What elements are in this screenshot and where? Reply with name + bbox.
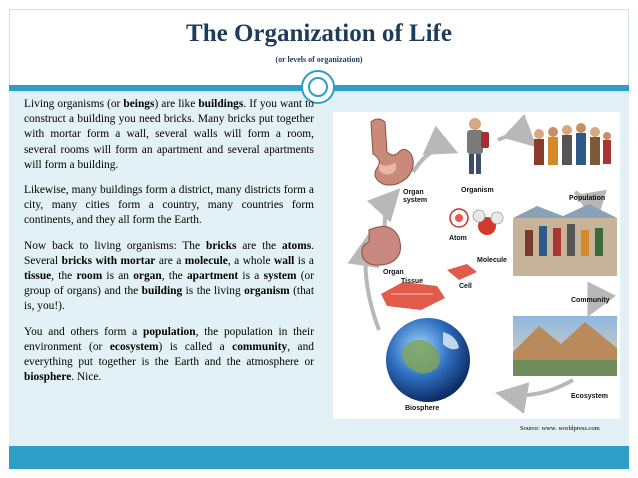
bold-term: wall <box>274 254 295 267</box>
levels-of-organization-figure <box>333 112 620 419</box>
text-run: . If you want to construct a building you need bricks. Many bricks put together with mortar form a wall, several walls will form a room, several rooms will form an apartment and several apartments will form a building. <box>24 98 314 171</box>
bold-term: ecosystem <box>109 340 159 353</box>
bold-term: organism <box>244 285 290 298</box>
paragraph <box>24 183 314 229</box>
bold-term: community <box>232 340 288 353</box>
bold-term: tissue <box>24 270 52 283</box>
label-community: Community <box>571 297 610 304</box>
population-icon <box>534 123 611 165</box>
source-caption: Source: www. worldpress.com <box>520 425 600 432</box>
bold-term: bricks <box>206 239 237 252</box>
label-population: Population <box>569 195 606 202</box>
label-organ-system-2: system <box>403 197 428 204</box>
bold-term: organ <box>133 270 162 283</box>
bold-term: system <box>263 270 297 283</box>
community-icon <box>513 204 617 276</box>
cell-icon <box>447 264 477 280</box>
label-tissue: Tissue <box>401 278 424 285</box>
text-run: Living organisms (or <box>24 98 124 110</box>
footer-band <box>9 446 629 469</box>
text-run: Likewise, many buildings form a district, many districts form a city, many cities form a country, many countries form continents, and they all form the Earth. <box>24 184 314 227</box>
text-run: , and everything put together is the Earth and the atmosphere or <box>24 340 314 369</box>
text-run: , the population in their environment (or <box>24 325 315 353</box>
ecosystem-icon <box>513 316 617 376</box>
text-run: are the <box>236 239 283 252</box>
bold-term: apartment <box>186 270 239 283</box>
organ-icon <box>362 226 401 265</box>
text-run: , the <box>161 270 187 283</box>
bold-term: biosphere <box>24 371 72 384</box>
text-run: Now back to living organisms: The <box>24 239 206 252</box>
slide-title: The Organization of Life <box>186 20 452 47</box>
text-run: ) are like <box>154 98 199 110</box>
organ-system-icon <box>371 119 413 185</box>
text-run: are a <box>155 254 185 267</box>
text-run: is the living <box>182 285 245 298</box>
text-run: is an <box>102 270 134 283</box>
body-text <box>24 97 314 395</box>
text-run: . Several <box>24 239 314 267</box>
bold-term: atoms <box>282 239 312 252</box>
text-run: is a <box>238 270 264 283</box>
ring-ornament-inner-icon <box>308 77 328 97</box>
text-run: (or group of organs) and the <box>24 270 314 298</box>
bold-term: bricks with mortar <box>61 254 156 267</box>
bold-term: molecule <box>184 254 228 267</box>
text-run: , the <box>51 270 77 283</box>
levels-diagram <box>333 112 620 419</box>
atom-icon <box>450 209 468 227</box>
biosphere-icon <box>386 318 470 402</box>
slide-subtitle: (or levels of organization) <box>275 55 363 64</box>
molecule-icon <box>473 210 503 235</box>
text-run: . Nice. <box>71 371 102 384</box>
text-run: (that is, you!). <box>24 285 314 313</box>
label-organ-system: Organ <box>403 189 424 196</box>
bold-term: room <box>76 270 103 283</box>
paragraph <box>24 97 314 173</box>
organism-icon <box>467 118 489 174</box>
label-organ: Organ <box>383 269 404 276</box>
bold-term: population <box>143 325 196 338</box>
text-run: is a <box>294 254 314 267</box>
paragraph <box>24 239 314 315</box>
tissue-icon <box>381 282 445 310</box>
bold-term: buildings <box>198 98 244 110</box>
label-organism: Organism <box>461 187 494 194</box>
label-molecule: Molecule <box>477 257 507 264</box>
label-atom: Atom <box>449 235 467 242</box>
text-run: , a whole <box>227 254 275 267</box>
paragraph <box>24 325 314 386</box>
label-ecosystem: Ecosystem <box>571 393 608 400</box>
label-biosphere: Biosphere <box>405 405 440 412</box>
label-cell: Cell <box>459 283 472 290</box>
bold-term: building <box>141 285 183 298</box>
bold-term: beings <box>123 98 155 110</box>
text-run: ) is called a <box>158 340 233 353</box>
text-run: You and others form a <box>24 325 143 338</box>
